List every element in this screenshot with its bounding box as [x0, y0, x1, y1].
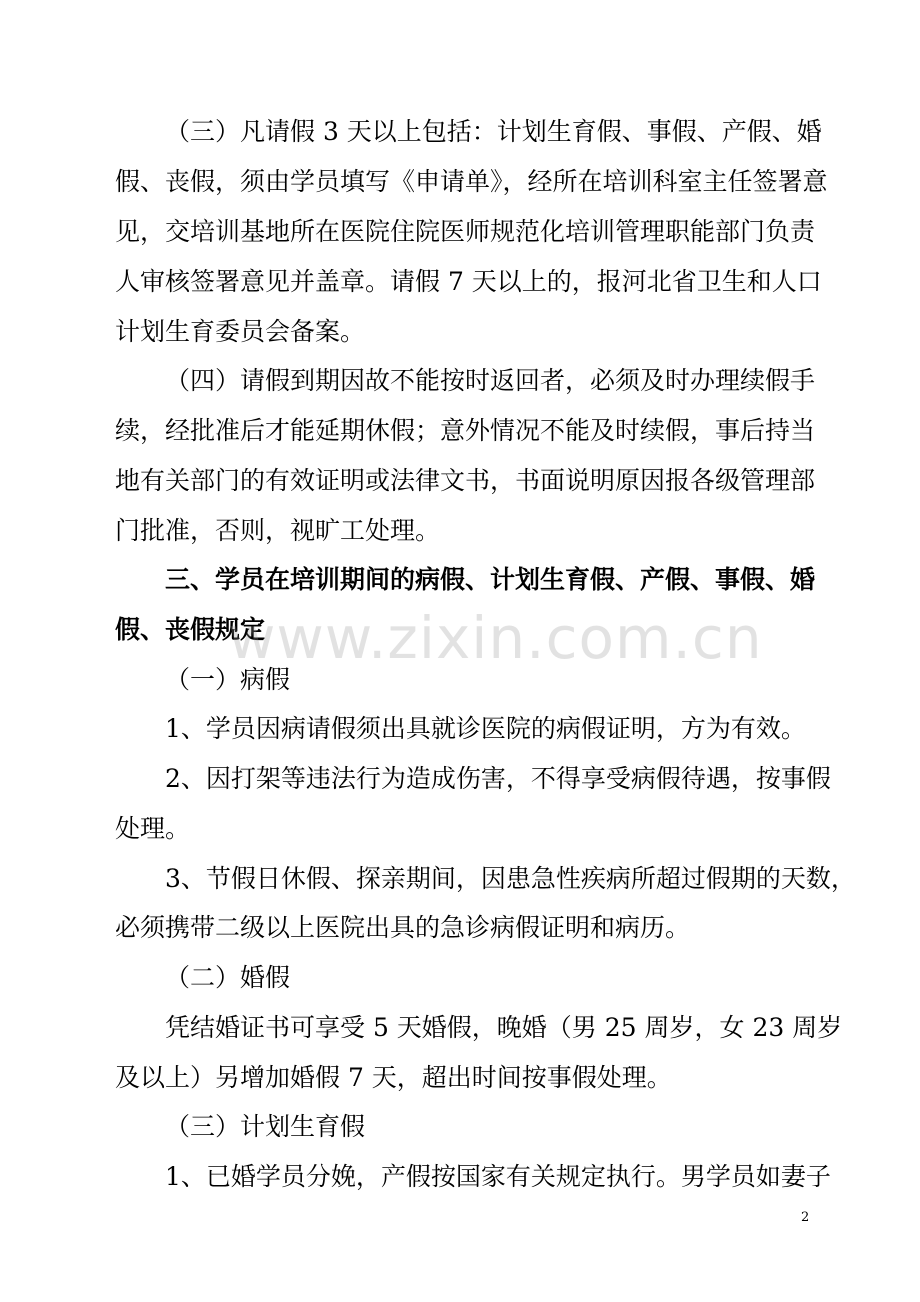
paragraph-line: 续，经批准后才能延期休假；意外情况不能及时续假，事后持当: [115, 416, 816, 445]
page-number: 2: [801, 1210, 810, 1225]
section-heading: 三、学员在培训期间的病假、计划生育假、产假、事假、婚: [165, 565, 816, 594]
section-heading: 假、丧假规定: [115, 615, 266, 644]
subsection-heading: （二）婚假: [165, 963, 291, 992]
paragraph-line: 地有关部门的有效证明或法律文书，书面说明原因报各级管理部: [115, 466, 816, 495]
paragraph-line: 处理。: [115, 814, 191, 843]
paragraph-line: 1、已婚学员分娩，产假按国家有关规定执行。男学员如妻子: [165, 1162, 831, 1191]
paragraph-line: （三）凡请假 3 天以上包括：计划生育假、事假、产假、婚: [165, 117, 822, 146]
paragraph-line: 及以上）另增加婚假 7 天，超出时间按事假处理。: [115, 1063, 672, 1092]
paragraph-line: 假、丧假，须由学员填写《申请单》，经所在培训科室主任签署意: [115, 167, 828, 196]
paragraph-line: 计划生育委员会备案。: [115, 317, 366, 346]
paragraph-line: 凭结婚证书可享受 5 天婚假，晚婚（男 25 周岁，女 23 周岁: [165, 1013, 843, 1042]
paragraph-line: 1、学员因病请假须出具就诊医院的病假证明，方为有效。: [165, 714, 806, 743]
paragraph-line: 必须携带二级以上医院出具的急诊病假证明和病历。: [115, 913, 691, 942]
subsection-heading: （三）计划生育假: [165, 1112, 366, 1141]
paragraph-line: （四）请假到期因故不能按时返回者，必须及时办理续假手: [165, 366, 816, 395]
paragraph-line: 门批准，否则，视旷工处理。: [115, 516, 441, 545]
watermark: www.zixin.com.cn: [228, 604, 763, 672]
paragraph-line: 3、节假日休假、探亲期间，因患急性疾病所超过假期的天数，: [165, 864, 856, 893]
subsection-heading: （一）病假: [165, 665, 291, 694]
paragraph-line: 见，交培训基地所在医院住院医师规范化培训管理职能部门负责: [115, 217, 816, 246]
paragraph-line: 人审核签署意见并盖章。请假 7 天以上的，报河北省卫生和人口: [115, 267, 822, 296]
paragraph-line: 2、因打架等违法行为造成伤害，不得享受病假待遇，按事假: [165, 764, 831, 793]
